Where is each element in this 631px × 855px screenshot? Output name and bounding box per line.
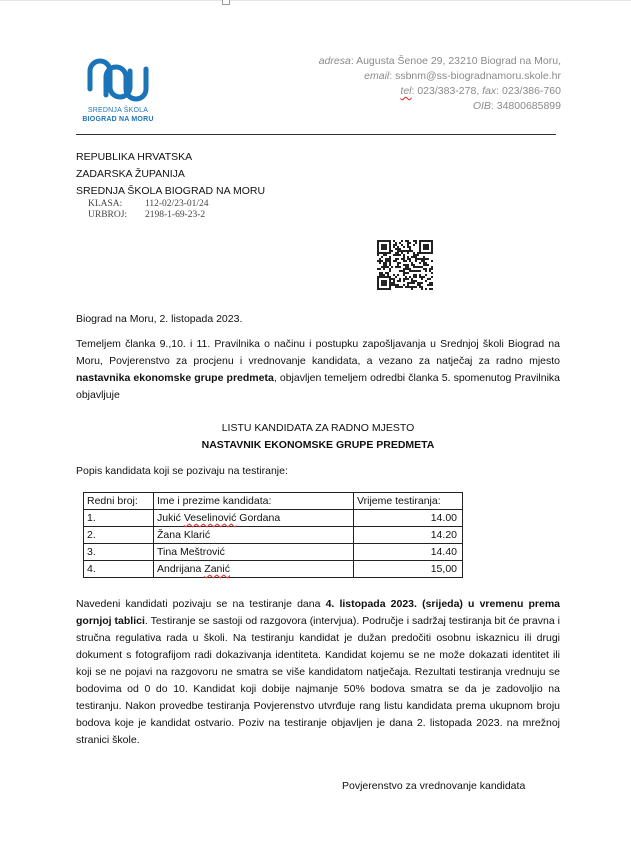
qr-code-icon [377,240,433,290]
place-and-date: Biograd na Moru, 2. listopada 2023. [76,313,243,325]
list-heading: LISTU KANDIDATA ZA RADNO MJESTO [221,422,415,434]
row-number: 4. [84,561,154,578]
row-name: Jukić Veselinović Gordana [154,510,354,527]
row-time: 15,00 [354,561,463,578]
contact-address: adresa: Augusta Šenoe 29, 23210 Biograd na Moru, [318,55,561,67]
page-top-edge [0,0,631,1]
page-top-marker [222,0,230,5]
urbroj-label: URBROJ: [88,210,128,220]
row-name: Andrijana Zanić [154,561,354,578]
row-name: Tina Meštrović [154,544,354,561]
table-row [84,510,463,527]
logo-mark-icon [80,55,156,103]
list-intro: Popis kandidata koji se pozivaju na testiranje: [76,465,288,477]
table-header-row [84,493,463,510]
signature-committee: Povjerenstvo za vrednovanje kandidata [342,780,526,792]
klasa-value: 112-02/23-01/24 [145,199,209,209]
reference-numbers [88,199,209,221]
position-heading: NASTAVNIK EKONOMSKE GRUPE PREDMETA [201,439,435,451]
header-time: Vrijeme testiranja: [354,493,463,510]
issuing-authority [76,149,265,200]
row-time: 14.20 [354,527,463,544]
row-number: 3. [84,544,154,561]
contact-block [319,54,561,114]
klasa-label: KLASA: [88,199,123,209]
row-name: Žana Klarić [154,527,354,544]
contact-phone-fax: tel: 023/383-278, fax: 023/386-760 [400,85,561,97]
contact-oib: OIB: 34800685899 [472,100,561,112]
school-logo [78,55,158,131]
row-number: 1. [84,510,154,527]
table-row [84,544,463,561]
header-number: Redni broj: [84,493,154,510]
table-row [84,527,463,544]
intro-paragraph: Temeljem članka 9.,10. i 11. Pravilnika o načinu i postupku zapošljavanja u Srednjoj školi Biograd na Moru, Povjerenstvo za procjenu i vrednovanje kandidata, a vezano za natječaj za radno mjesto nastavnika ekonomske grupe predmeta, objavljen temeljem odredbi članka 5. spomenutog Pravilnika objavljuje [76,338,560,401]
header-divider [76,134,556,135]
testing-details-paragraph: Navedeni kandidati pozivaju se na testiranje dana 4. listopada 2023. (srijeda) u vremenu prema gornjoj tablici. Testiranje se sastoji od razgovora (intervjua). Područje i sadržaj testiranja bit će pravna i stručna regulativa rada u školi. Na testiranju kandidat je dužan predočiti osobnu iskaznicu ili drugi dokument s fotografijom radi dokazivanja identiteta. Kandidat kojemu se ne može dokazati identitet ili koji se ne pojavi na razgovoru ne smatra se više kandidatom natječaja. Rezultati testiranja vrednuju se bodovima od 0 do 10. Kandidat koji dobije najmanje 50% bodova smatra se da je zadovoljio na testiranju. Nakon provedbe testiranja Povjerenstvo utvrđuje rang listu kandidata prema ukupnom broju bodova koje je kandidat ostvario. Poziv na testiranje objavljen je dana 2. listopada 2023. na mrežnoj stranici škole. [76,598,561,746]
header-name: Ime i prezime kandidata: [154,493,354,510]
authority-county: ZADARSKA ŽUPANIJA [76,168,185,180]
candidates-table [83,492,463,578]
row-time: 14.40 [354,544,463,561]
urbroj-value: 2198-1-69-23-2 [145,210,206,220]
row-number: 2. [84,527,154,544]
authority-school: SREDNJA ŠKOLA BIOGRAD NA MORU [76,185,266,197]
logo-text-town: BIOGRAD NA MORU [82,116,154,123]
row-time: 14.00 [354,510,463,527]
logo-text-school: SREDNJA ŠKOLA [87,107,149,114]
contact-email: email: ssbnm@ss-biogradnamoru.skole.hr [364,70,561,82]
table-row [84,561,463,578]
authority-country: REPUBLIKA HRVATSKA [76,151,193,163]
